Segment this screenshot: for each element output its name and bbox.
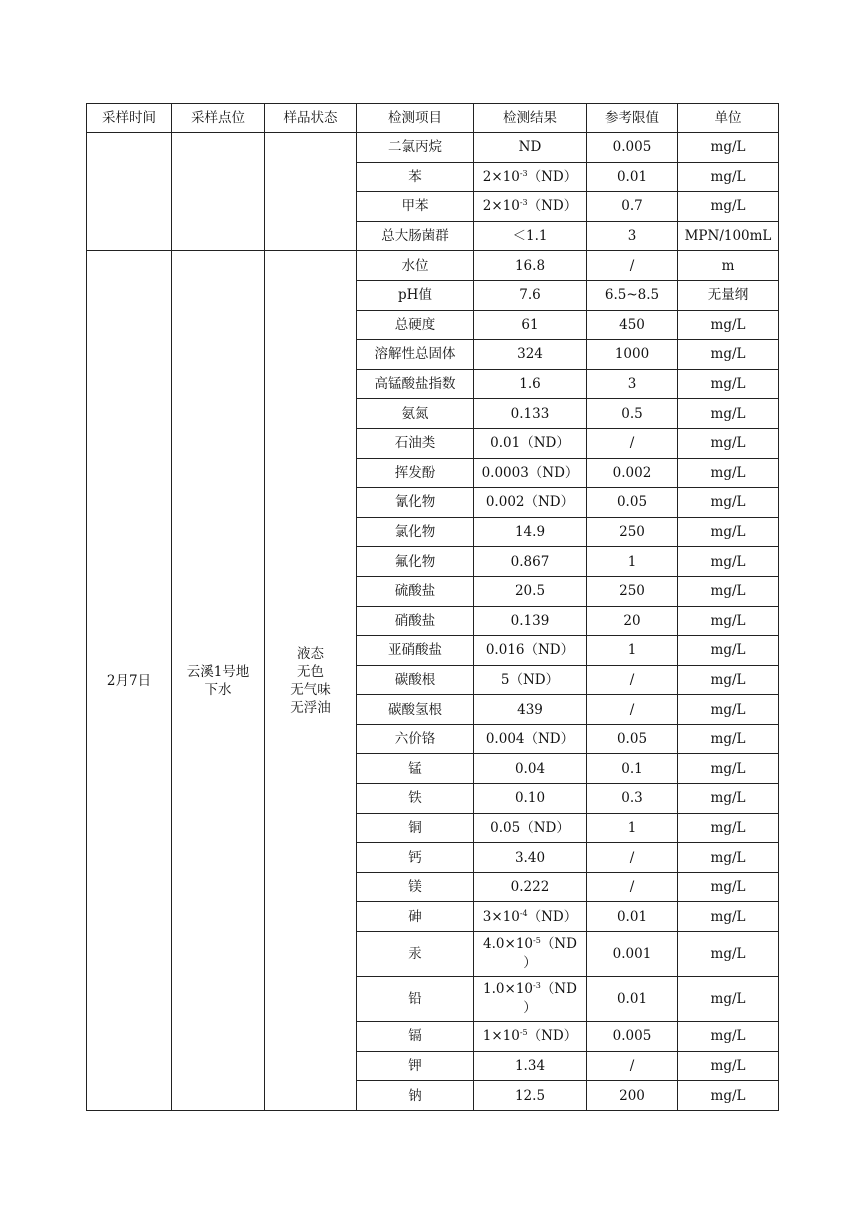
- limit-cell: 3: [587, 221, 678, 251]
- result-suffix: （ND）: [527, 168, 578, 185]
- item-cell: 氰化物: [357, 488, 474, 518]
- limit-cell: 0.01: [587, 902, 678, 932]
- result-cell: 61: [474, 310, 587, 340]
- result-base: 3×10: [482, 908, 520, 925]
- result-exponent: -3: [519, 168, 528, 178]
- table-row: [87, 251, 779, 281]
- result-suffix: （ND）: [527, 908, 578, 925]
- result-base: 2×10: [482, 198, 520, 215]
- item-cell: 水位: [357, 251, 474, 281]
- limit-cell: 0.002: [587, 458, 678, 488]
- empty-date-cell: [87, 133, 172, 251]
- item-cell: 硝酸盐: [357, 606, 474, 636]
- limit-cell: 3: [587, 369, 678, 399]
- result-cell: 0.01（ND）: [474, 428, 587, 458]
- item-cell: 碳酸氢根: [357, 695, 474, 725]
- unit-cell: mg/L: [678, 636, 779, 666]
- result-cell: 16.8: [474, 251, 587, 281]
- item-cell: 钙: [357, 843, 474, 873]
- limit-cell: 6.5~8.5: [587, 280, 678, 310]
- result-cell: 0.222: [474, 872, 587, 902]
- limit-cell: 0.7: [587, 192, 678, 222]
- result-cell: 0.0003（ND）: [474, 458, 587, 488]
- item-cell: 高锰酸盐指数: [357, 369, 474, 399]
- unit-cell: mg/L: [678, 932, 779, 977]
- result-exponent: -3: [519, 198, 528, 208]
- result-cell: 0.139: [474, 606, 587, 636]
- result-suffix: （ND）: [527, 1028, 578, 1045]
- item-cell: 溶解性总固体: [357, 340, 474, 370]
- item-cell: 挥发酚: [357, 458, 474, 488]
- limit-cell: 1: [587, 813, 678, 843]
- result-cell: 3.40: [474, 843, 587, 873]
- item-cell: 二氯丙烷: [357, 133, 474, 163]
- result-suffix: （ND）: [527, 198, 578, 215]
- limit-cell: 0.1: [587, 754, 678, 784]
- item-cell: 石油类: [357, 428, 474, 458]
- empty-state-cell: [265, 133, 357, 251]
- unit-cell: mg/L: [678, 902, 779, 932]
- item-cell: 苯: [357, 162, 474, 192]
- unit-cell: mg/L: [678, 754, 779, 784]
- result-cell: 1.6: [474, 369, 587, 399]
- item-cell: 总硬度: [357, 310, 474, 340]
- header-sampling-point: 采样点位: [172, 104, 265, 133]
- limit-cell: 0.01: [587, 977, 678, 1022]
- item-cell: 锰: [357, 754, 474, 784]
- result-cell: ＜1.1: [474, 221, 587, 251]
- unit-cell: mg/L: [678, 517, 779, 547]
- result-cell: 14.9: [474, 517, 587, 547]
- sample-state-cell: 液态 无色 无气味 无浮油: [265, 251, 357, 1110]
- item-cell: 钠: [357, 1081, 474, 1111]
- result-cell: 0.002（ND）: [474, 488, 587, 518]
- unit-cell: mg/L: [678, 488, 779, 518]
- limit-cell: /: [587, 695, 678, 725]
- item-cell: pH值: [357, 280, 474, 310]
- item-cell: 铅: [357, 977, 474, 1022]
- limit-cell: 0.5: [587, 399, 678, 429]
- result-base: 2×10: [482, 168, 520, 185]
- result-cell: 0.133: [474, 399, 587, 429]
- result-cell: 20.5: [474, 576, 587, 606]
- unit-cell: mg/L: [678, 399, 779, 429]
- unit-cell: mg/L: [678, 813, 779, 843]
- result-suffix: （ND ）: [523, 981, 577, 1017]
- result-exponent: -3: [533, 981, 541, 991]
- unit-cell: mg/L: [678, 1022, 779, 1052]
- limit-cell: 250: [587, 517, 678, 547]
- limit-cell: 0.3: [587, 784, 678, 814]
- result-cell: [474, 1022, 587, 1052]
- result-cell: 0.05（ND）: [474, 813, 587, 843]
- item-cell: 氟化物: [357, 547, 474, 577]
- limit-cell: /: [587, 1051, 678, 1081]
- result-cell: 0.867: [474, 547, 587, 577]
- result-cell: 7.6: [474, 280, 587, 310]
- unit-cell: mg/L: [678, 162, 779, 192]
- unit-cell: mg/L: [678, 369, 779, 399]
- unit-cell: mg/L: [678, 458, 779, 488]
- header-reference-limit: 参考限值: [587, 104, 678, 133]
- item-cell: 亚硝酸盐: [357, 636, 474, 666]
- result-base: 4.0×10: [483, 936, 534, 953]
- limit-cell: 0.01: [587, 162, 678, 192]
- limit-cell: 0.005: [587, 133, 678, 163]
- limit-cell: 450: [587, 310, 678, 340]
- result-cell: 5（ND）: [474, 665, 587, 695]
- result-cell: 1.34: [474, 1051, 587, 1081]
- limit-cell: 250: [587, 576, 678, 606]
- result-base: 1×10: [482, 1028, 520, 1045]
- result-base: 1.0×10: [483, 981, 534, 998]
- limit-cell: /: [587, 428, 678, 458]
- empty-location-cell: [172, 133, 265, 251]
- result-cell: 0.10: [474, 784, 587, 814]
- result-cell: ND: [474, 133, 587, 163]
- unit-cell: mg/L: [678, 1081, 779, 1111]
- header-sample-state: 样品状态: [265, 104, 357, 133]
- unit-cell: mg/L: [678, 310, 779, 340]
- limit-cell: 0.005: [587, 1022, 678, 1052]
- result-cell: 0.04: [474, 754, 587, 784]
- limit-cell: /: [587, 251, 678, 281]
- result-cell: [474, 932, 587, 977]
- unit-cell: mg/L: [678, 1051, 779, 1081]
- limit-cell: 0.05: [587, 724, 678, 754]
- header-test-item: 检测项目: [357, 104, 474, 133]
- result-exponent: -5: [519, 1028, 528, 1038]
- sampling-location-cell: 云溪1号地 下水: [172, 251, 265, 1110]
- unit-cell: mg/L: [678, 784, 779, 814]
- item-cell: 氨氮: [357, 399, 474, 429]
- limit-cell: /: [587, 843, 678, 873]
- result-cell: 12.5: [474, 1081, 587, 1111]
- item-cell: 碳酸根: [357, 665, 474, 695]
- result-cell: 0.004（ND）: [474, 724, 587, 754]
- unit-cell: mg/L: [678, 547, 779, 577]
- item-cell: 汞: [357, 932, 474, 977]
- result-cell: 439: [474, 695, 587, 725]
- item-cell: 铜: [357, 813, 474, 843]
- item-cell: 镉: [357, 1022, 474, 1052]
- header-unit: 单位: [678, 104, 779, 133]
- item-cell: 砷: [357, 902, 474, 932]
- item-cell: 六价铬: [357, 724, 474, 754]
- unit-cell: MPN/100mL: [678, 221, 779, 251]
- limit-cell: 0.05: [587, 488, 678, 518]
- limit-cell: 200: [587, 1081, 678, 1111]
- unit-cell: mg/L: [678, 428, 779, 458]
- result-cell: 324: [474, 340, 587, 370]
- unit-cell: mg/L: [678, 606, 779, 636]
- unit-cell: mg/L: [678, 192, 779, 222]
- result-cell: [474, 902, 587, 932]
- limit-cell: 0.001: [587, 932, 678, 977]
- unit-cell: m: [678, 251, 779, 281]
- unit-cell: mg/L: [678, 872, 779, 902]
- result-exponent: -5: [533, 936, 541, 946]
- limit-cell: /: [587, 872, 678, 902]
- item-cell: 甲苯: [357, 192, 474, 222]
- item-cell: 硫酸盐: [357, 576, 474, 606]
- unit-cell: mg/L: [678, 133, 779, 163]
- item-cell: 镁: [357, 872, 474, 902]
- unit-cell: mg/L: [678, 340, 779, 370]
- item-cell: 钾: [357, 1051, 474, 1081]
- result-cell: [474, 162, 587, 192]
- limit-cell: /: [587, 665, 678, 695]
- header-test-result: 检测结果: [474, 104, 587, 133]
- item-cell: 氯化物: [357, 517, 474, 547]
- limit-cell: 1: [587, 636, 678, 666]
- unit-cell: mg/L: [678, 695, 779, 725]
- result-cell: [474, 192, 587, 222]
- unit-cell: 无量纲: [678, 280, 779, 310]
- unit-cell: mg/L: [678, 665, 779, 695]
- result-exponent: -4: [519, 908, 528, 918]
- result-cell: [474, 977, 587, 1022]
- unit-cell: mg/L: [678, 576, 779, 606]
- unit-cell: mg/L: [678, 724, 779, 754]
- result-suffix: （ND ）: [523, 936, 577, 972]
- unit-cell: mg/L: [678, 843, 779, 873]
- table-row: [87, 133, 779, 163]
- sampling-date-cell: 2月7日: [87, 251, 172, 1110]
- result-cell: 0.016（ND）: [474, 636, 587, 666]
- limit-cell: 1: [587, 547, 678, 577]
- item-cell: 总大肠菌群: [357, 221, 474, 251]
- header-sampling-time: 采样时间: [87, 104, 172, 133]
- item-cell: 铁: [357, 784, 474, 814]
- unit-cell: mg/L: [678, 977, 779, 1022]
- limit-cell: 20: [587, 606, 678, 636]
- limit-cell: 1000: [587, 340, 678, 370]
- header-row: [87, 104, 779, 133]
- water-quality-table: [86, 103, 779, 1111]
